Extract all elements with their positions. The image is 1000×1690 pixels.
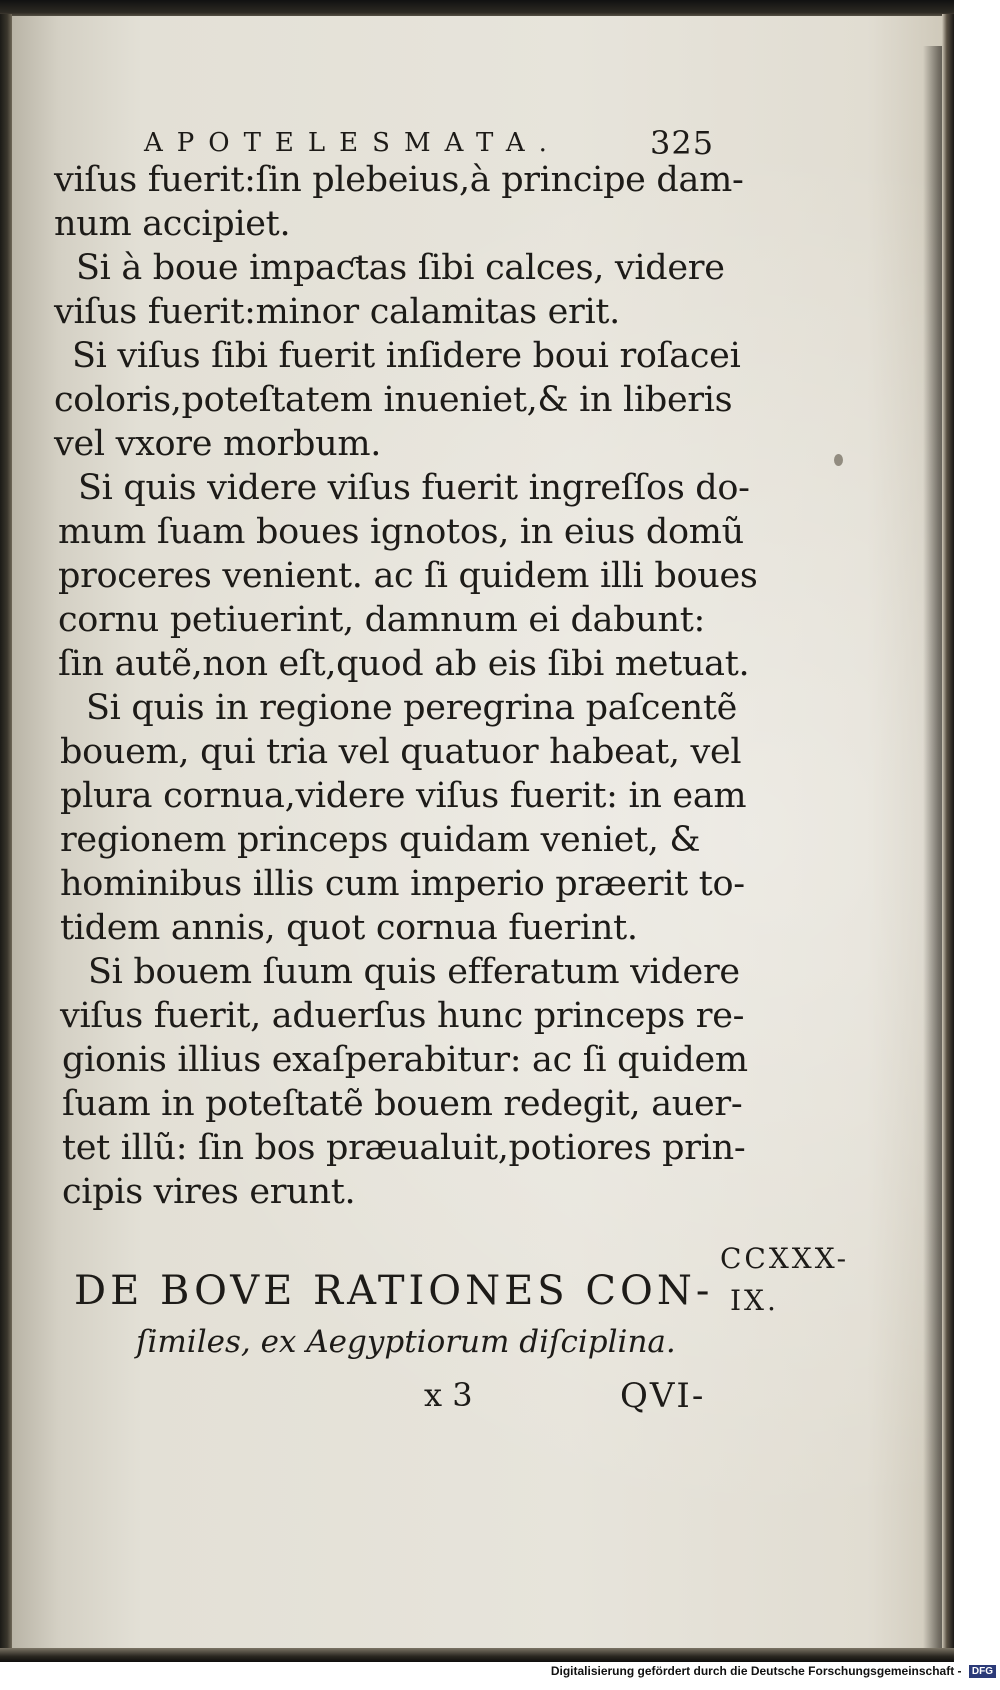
book-page bbox=[12, 16, 942, 1650]
signature-mark: x 3 bbox=[424, 1376, 473, 1414]
section-subtitle: ſimiles, ex Aegyptiorum diſciplina. bbox=[136, 1324, 676, 1360]
text-line: gionis illius exaſperabitur: ac ſi quidem bbox=[62, 1040, 748, 1080]
text-line: Si à boue impaƈtas ſibi calces, videre bbox=[76, 248, 725, 288]
text-line: tet illũ: ſin bos præualuit,potiores prin- bbox=[62, 1128, 746, 1168]
text-line: tidem annis, quot cornua fuerint. bbox=[60, 908, 638, 948]
text-line: viſus fuerit:ſin plebeius,à principe dam- bbox=[54, 160, 744, 200]
text-line: mum ſuam boues ignotos, in eius domũ bbox=[58, 512, 744, 552]
text-line: cornu petiuerint, damnum ei dabunt: bbox=[58, 600, 706, 640]
text-line: num accipiet. bbox=[54, 204, 291, 244]
book-edge-bottom bbox=[0, 1648, 954, 1662]
text-line: coloris,poteſtatem inueniet,& in liberis bbox=[54, 380, 733, 420]
text-line: viſus fuerit, aduerſus hunc princeps re- bbox=[60, 996, 745, 1036]
text-line: regionem princeps quidam veniet, & bbox=[60, 820, 701, 860]
text-line: bouem, qui tria vel quatuor habeat, vel bbox=[60, 732, 742, 772]
text-line: Si bouem ſuum quis efferatum videre bbox=[88, 952, 740, 992]
text-line: ſin autẽ,non eſt,quod ab eis ſibi metuat. bbox=[58, 644, 750, 684]
dfg-logo: DFG bbox=[969, 1665, 996, 1678]
text-line: plura cornua,videre viſus fuerit: in eam bbox=[60, 776, 747, 816]
book-edge-right bbox=[942, 14, 954, 1654]
text-line: Si viſus ſibi fuerit inſidere boui roſacei bbox=[72, 336, 741, 376]
text-line: cipis vires erunt. bbox=[62, 1172, 356, 1212]
text-line: viſus fuerit:minor calamitas erit. bbox=[54, 292, 620, 332]
page-number: 325 bbox=[650, 124, 715, 162]
text-line: Si quis in regione peregrina paſcentẽ bbox=[86, 688, 738, 728]
margin-note-line2: IX. bbox=[730, 1284, 779, 1317]
text-line: vel vxore morbum. bbox=[54, 424, 382, 464]
catchword: QVI- bbox=[620, 1376, 706, 1416]
text-line: proceres venient. ac ſi quidem illi boues bbox=[58, 556, 758, 596]
footer-text: Digitalisierung gefördert durch die Deutsche Forschungsgemeinschaft - bbox=[550, 1664, 962, 1678]
paper-spot bbox=[834, 454, 843, 466]
book-edge-left bbox=[0, 14, 12, 1654]
section-title: DE BOVE RATIONES CON- bbox=[74, 1268, 714, 1314]
text-line: Si quis videre viſus fuerit ingreſſos do- bbox=[78, 468, 750, 508]
running-title: APOTELESMATA. bbox=[144, 128, 561, 158]
text-line: hominibus illis cum imperio præerit to- bbox=[60, 864, 745, 904]
margin-note-line1: CCXXX- bbox=[720, 1242, 850, 1275]
text-line: ſuam in poteſtatẽ bouem redegit, auer- bbox=[62, 1084, 743, 1124]
digitization-footer bbox=[551, 1664, 996, 1678]
